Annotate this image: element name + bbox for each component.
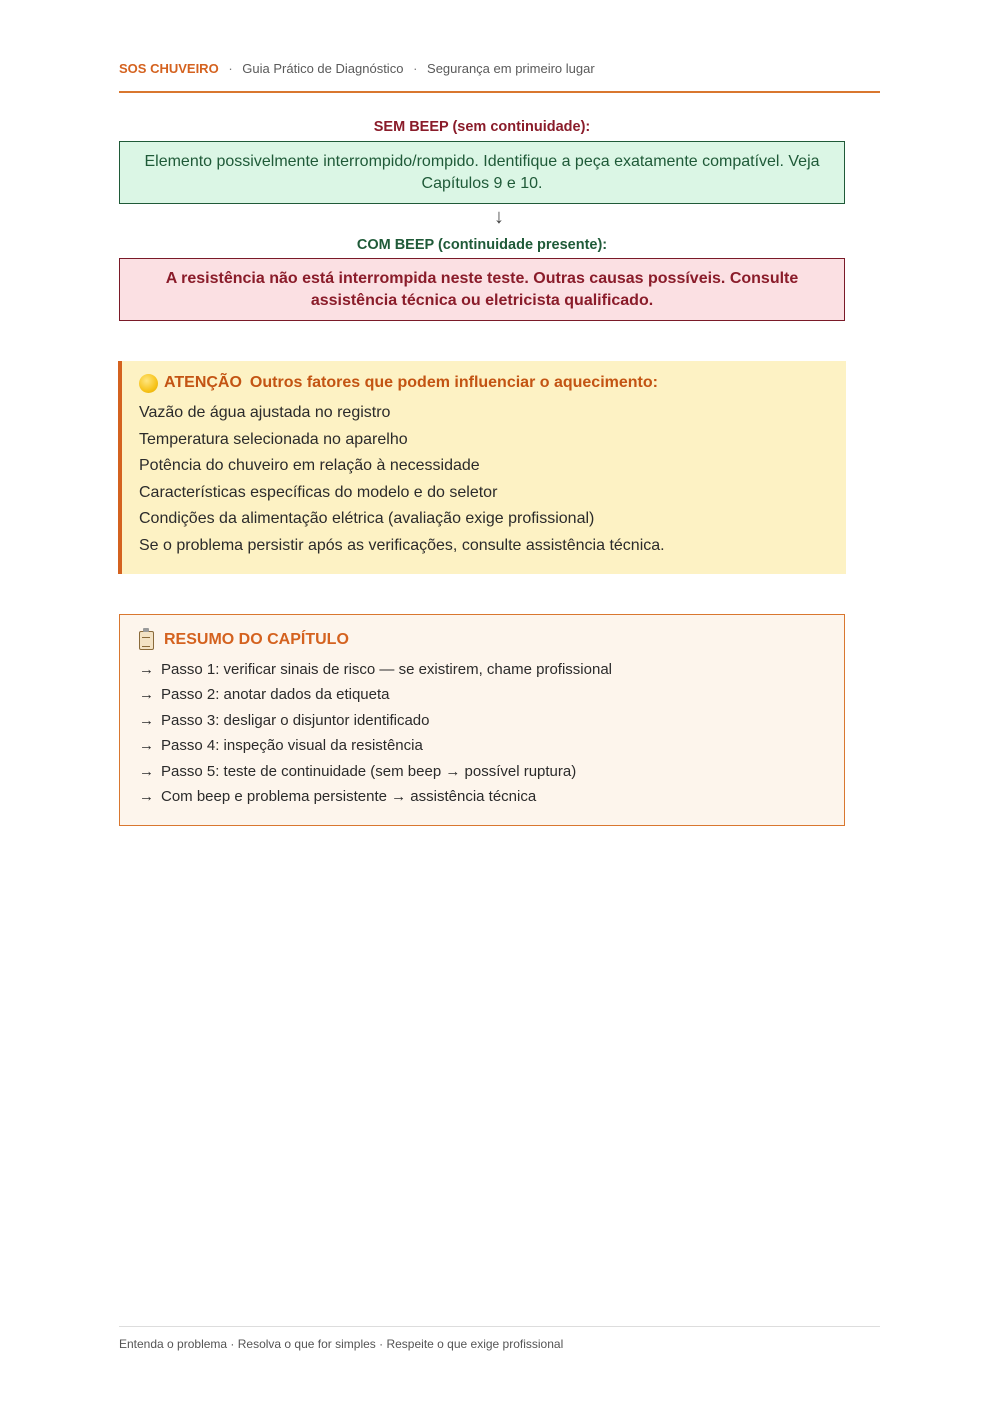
no-beep-result-box [119,141,845,204]
list-item [139,733,844,758]
header-separator: · [413,61,418,76]
list-item [139,657,844,682]
list-item [139,784,844,809]
summary-item-text: Com beep e problema persistente → assistência técnica [161,788,537,806]
list-item: Características específicas do modelo e do seletor [139,483,498,501]
attention-title: Outros fatores que podem influenciar o aquecimento: [249,374,658,391]
right-arrow-icon: → [139,737,154,755]
header-separator: · [228,61,233,76]
attention-heading [139,371,846,395]
attention-keyword: ATENÇÃO [164,374,242,391]
right-arrow-icon: → [139,686,154,704]
summary-item-text: Passo 4: inspeção visual da resistência [161,737,423,755]
list-item: Vazão de água ajustada no registro [139,404,391,421]
footer-divider [119,1326,880,1327]
summary-heading [139,627,844,653]
brand-name: SOS CHUVEIRO [119,61,219,76]
list-item: Potência do chuveiro em relação à necessidade [139,457,480,475]
list-item: Condições da alimentação elétrica (avaliação exige profissional) [139,510,595,528]
right-arrow-icon: → [139,762,154,780]
header-subtitle: Guia Prático de Diagnóstico [242,61,404,76]
summary-item-text: Passo 1: verificar sinais de risco — se existirem, chame profissional [161,661,612,678]
clipboard-icon [139,631,154,650]
list-item: Se o problema persistir após as verificações, consulte assistência técnica. [139,536,665,554]
attention-list [139,400,846,560]
summary-item-text: Passo 5: teste de continuidade (sem beep → possível ruptura) [161,762,577,780]
yellow-circle-icon [139,374,158,393]
beep-label: COM BEEP (continuidade presente): [356,237,608,253]
header-tagline: Segurança em primeiro lugar [427,61,595,76]
beep-result-text: A resistência não está interrompida neste teste. Outras causas possíveis. Consulte assistência técnica ou eletricista qualificado. [165,270,799,309]
down-arrow-icon: ↓ [494,206,504,228]
page-footer: Entenda o problema · Resolva o que for simples · Respeite o que exige profissional [119,1337,564,1351]
right-arrow-icon: → [139,661,154,678]
no-beep-result-text: Elemento possivelmente interrompido/rompido. Identifique a peça exatamente compatível. Veja Capítulos 9 e 10. [144,153,820,192]
right-arrow-icon: → [139,711,154,729]
list-item: Temperatura selecionada no aparelho [139,430,408,448]
summary-list [139,657,844,809]
beep-result-box [119,258,845,321]
list-item [139,759,844,784]
page-header [119,61,880,76]
header-divider [119,91,880,93]
right-arrow-icon: → [139,788,154,806]
chapter-summary-box [119,614,845,826]
attention-callout [118,361,846,574]
list-item [139,682,844,707]
summary-title: RESUMO DO CAPÍTULO [164,631,349,648]
summary-item-text: Passo 3: desligar o disjuntor identificado [161,711,430,729]
summary-item-text: Passo 2: anotar dados da etiqueta [161,686,390,704]
no-beep-label: SEM BEEP (sem continuidade): [373,119,591,135]
list-item [139,708,844,733]
